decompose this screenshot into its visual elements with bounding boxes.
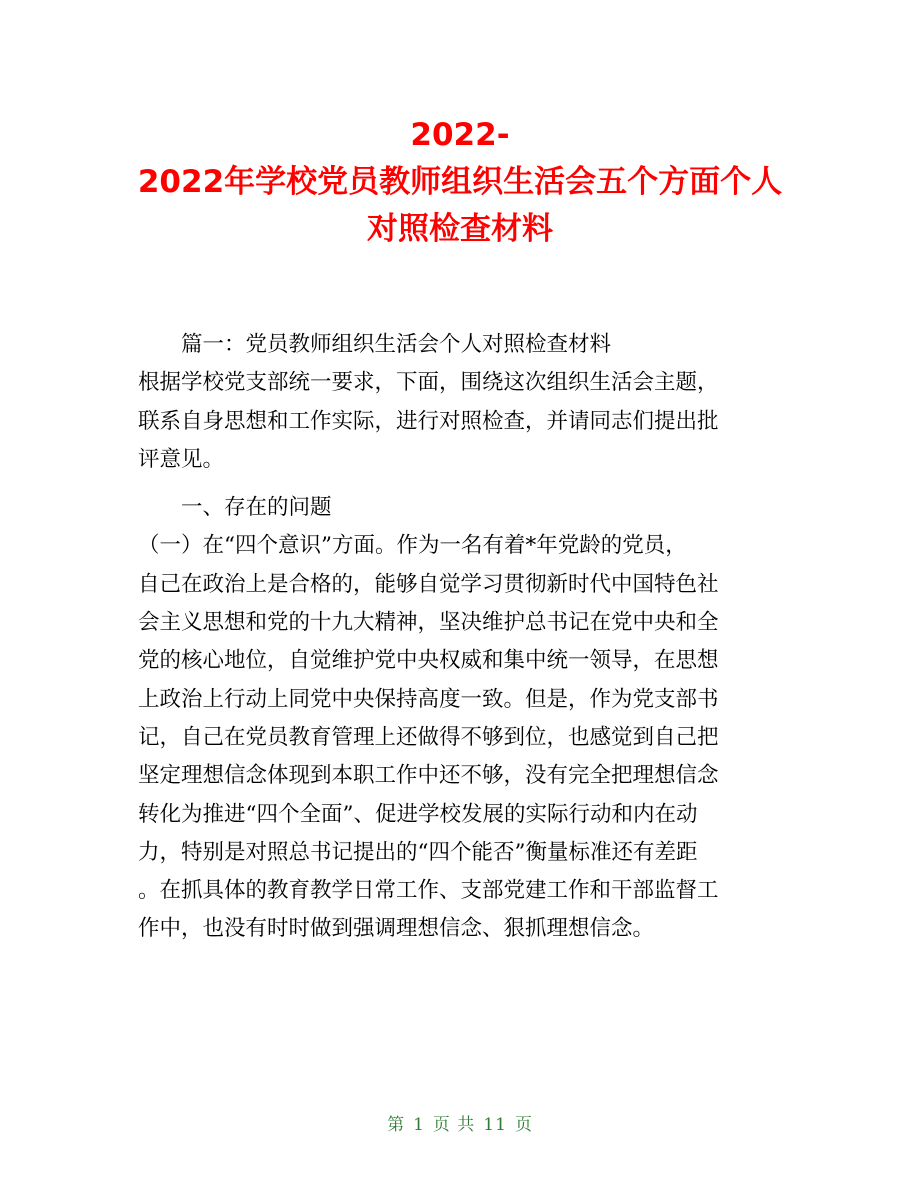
paragraph-line: 记，自己在党员教育管理上还做得不够到位，也感觉到自己把 [138, 724, 719, 750]
page-footer [0, 1110, 920, 1135]
footer-suffix: 页 [514, 1115, 533, 1135]
title-line-3: 对照检查材料 [367, 211, 553, 247]
current-page-number: 1 [413, 1115, 425, 1135]
spacer [138, 479, 788, 489]
paragraph-line: 上政治上行动上同党中央保持高度一致。但是，作为党支部书 [138, 686, 719, 712]
paragraph-line: 转化为推进“四个全面”、促进学校发展的实际行动和内在动 [138, 801, 698, 827]
document-body [138, 326, 788, 949]
title-line-2: 2022年学校党员教师组织生活会五个方面个人 [137, 164, 783, 200]
paragraph-line: 评意见。 [138, 446, 225, 472]
paragraph-line: 作中，也没有时时做到强调理想信念、狠抓理想信念。 [138, 916, 655, 942]
paragraph-line: 联系自身思想和工作实际，进行对照检查，并请同志们提出批 [138, 408, 719, 434]
paragraph-line: （一）在“四个意识”方面。作为一名有着*年党龄的党员， [138, 533, 687, 559]
document-title [0, 112, 920, 253]
section-heading-problems: 一、存在的问题 [181, 495, 332, 521]
paragraph-line: 。在抓具体的教育教学日常工作、支部党建工作和干部监督工 [138, 878, 719, 904]
section-heading-part-one: 篇一：党员教师组织生活会个人对照检查材料 [181, 332, 612, 357]
total-pages-number: 11 [483, 1115, 507, 1135]
paragraph-line: 会主义思想和党的十九大精神，坚决维护总书记在党中央和全 [138, 610, 719, 636]
paragraph-line: 力，特别是对照总书记提出的“四个能否”衡量标准还有差距 [138, 839, 698, 865]
footer-prefix: 第 [387, 1115, 406, 1135]
title-line-1: 2022- [410, 117, 510, 153]
footer-middle: 页 共 [432, 1115, 476, 1135]
paragraph-line: 自己在政治上是合格的，能够自觉学习贯彻新时代中国特色社 [138, 571, 719, 597]
paragraph-line: 坚定理想信念体现到本职工作中还不够，没有完全把理想信念 [138, 763, 719, 789]
paragraph-line: 根据学校党支部统一要求，下面，围绕这次组织生活会主题， [138, 370, 719, 396]
paragraph-line: 党的核心地位，自觉维护党中央权威和集中统一领导，在思想 [138, 648, 719, 674]
